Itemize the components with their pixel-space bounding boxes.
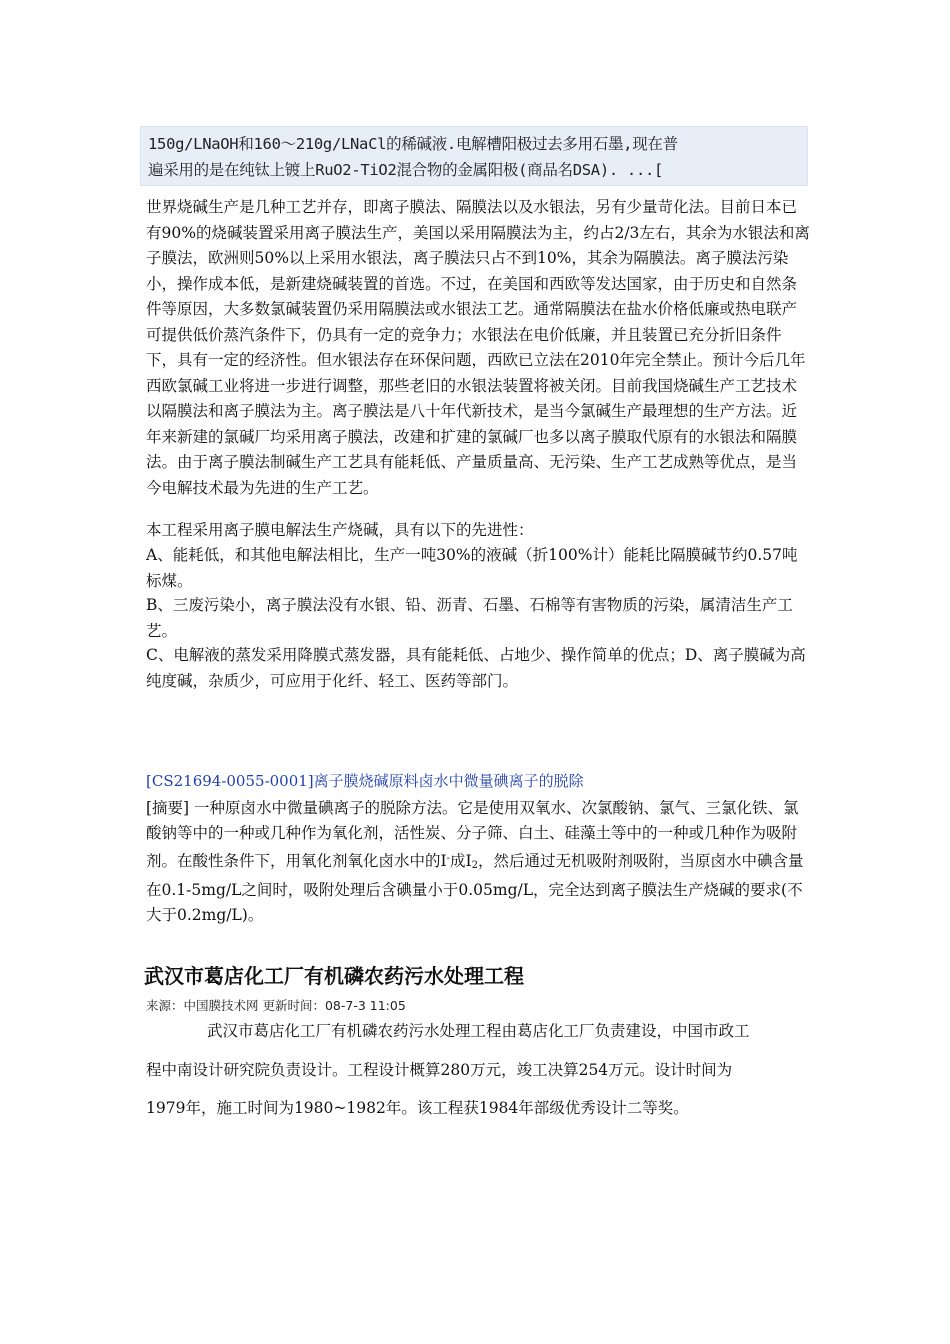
snippet-line-1: 150g/LNaOH和160～210g/LNaCl的稀碱液.电解槽阳极过去多用石墨,现在普 — [148, 135, 678, 153]
abstract-part-b: 成I — [450, 852, 472, 870]
intro-paragraph: 世界烧碱生产是几种工艺并存，即离子膜法、隔膜法以及水银法，另有少量苛化法。目前日本已有90%的烧碱装置采用离子膜法生产，美国以采用隔膜法为主，约占2/3左右，其余为水银法和离子膜法，欧洲则50%以上采用水银法，离子膜法只占不到10%，其余为隔膜法。离子膜法污染小，操作成本低，是新建烧碱装置的首选。不过，在美国和西欧等发达国家，由于历史和自然条件等原因，大多数氯碱装置仍采用隔膜法或水银法工艺。通常隔膜法在盐水价格低廉或热电联产可提供低价蒸汽条件下，仍具有一定的竞争力；水银法在电价低廉，并且装置已充分折旧条件下，具有一定的经济性。但水银法存在环保问题，西欧已立法在2010年完全禁止。预计今后几年西欧氯碱工业将进一步进行调整，那些老旧的水银法装置将被关闭。目前我国烧碱生产工艺技术以隔膜法和离子膜法为主。离子膜法是八十年代新技术，是当今氯碱生产最理想的生产方法。近年来新建的氯碱厂均采用离子膜法，改建和扩建的氯碱厂也多以离子膜取代原有的水银法和隔膜法。由于离子膜法制碱生产工艺具有能耗低、产量质量高、无污染、生产工艺成熟等优点，是当今电解技术最为先进的生产工艺。 — [146, 198, 810, 497]
article-line-3: 1979年，施工时间为1980~1982年。该工程获1984年部级优秀设计二等奖。 — [146, 1099, 689, 1117]
article-line-2: 程中南设计研究院负责设计。工程设计概算280万元，竣工决算254万元。设计时间为 — [146, 1061, 733, 1079]
article-line-1: 武汉市葛店化工厂有机磷农药污水处理工程由葛店化工厂负责建设，中国市政工 — [207, 1022, 750, 1040]
article-headline: 武汉市葛店化工厂有机磷农药污水处理工程 — [144, 964, 524, 988]
reference-link[interactable] — [146, 770, 584, 791]
article-source: 来源：中国膜技术网 更新时间：08-7-3 11:05 — [146, 998, 406, 1013]
iodide-superscript: - — [446, 853, 451, 864]
advantage-b: B、三废污染小，离子膜法没有水银、铅、沥青、石墨、石棉等有害物质的污染，属清洁生产工艺。 — [146, 596, 793, 640]
iodine-subscript: 2 — [471, 860, 479, 871]
snippet-line-2: 遍采用的是在纯钛上镀上RuO2-TiO2混合物的金属阳极(商品名DSA). ...[ — [148, 161, 664, 179]
reference-code[interactable]: [CS21694-0055-0001] — [146, 772, 314, 790]
abstract-part-c: ，然后通过无机吸附剂吸附，当原卤水中碘含量在0.1-5mg/L之间时，吸附处理后含碘量小于0.05mg/L，完全达到离子膜法生产烧碱的要求(不大于0.2mg/L)。 — [146, 852, 804, 924]
reference-abstract — [146, 796, 810, 928]
search-snippet-box — [140, 126, 808, 186]
reference-title[interactable]: 离子膜烧碱原料卤水中微量碘离子的脱除 — [313, 772, 584, 790]
advantage-a: A、能耗低，和其他电解法相比，生产一吨30%的液碱（折100%计）能耗比隔膜碱节约0.57吨标煤。 — [146, 546, 798, 590]
intro-lead: 本工程采用离子膜电解法生产烧碱，具有以下的先进性： — [146, 521, 534, 539]
advantage-c: C、电解液的蒸发采用降膜式蒸发器，具有能耗低、占地少、操作简单的优点；D、离子膜碱为高纯度碱，杂质少，可应用于化纤、轻工、医药等部门。 — [146, 646, 806, 690]
abstract-part-a: [摘要] 一种原卤水中微量碘离子的脱除方法。它是使用双氧水、次氯酸钠、氯气、三氯化铁、氯酸钠等中的一种或几种作为氧化剂，活性炭、分子筛、白土、硅藻土等中的一种或几种作为吸附剂。在酸性条件下，用氧化剂氧化卤水中的I — [146, 799, 799, 870]
